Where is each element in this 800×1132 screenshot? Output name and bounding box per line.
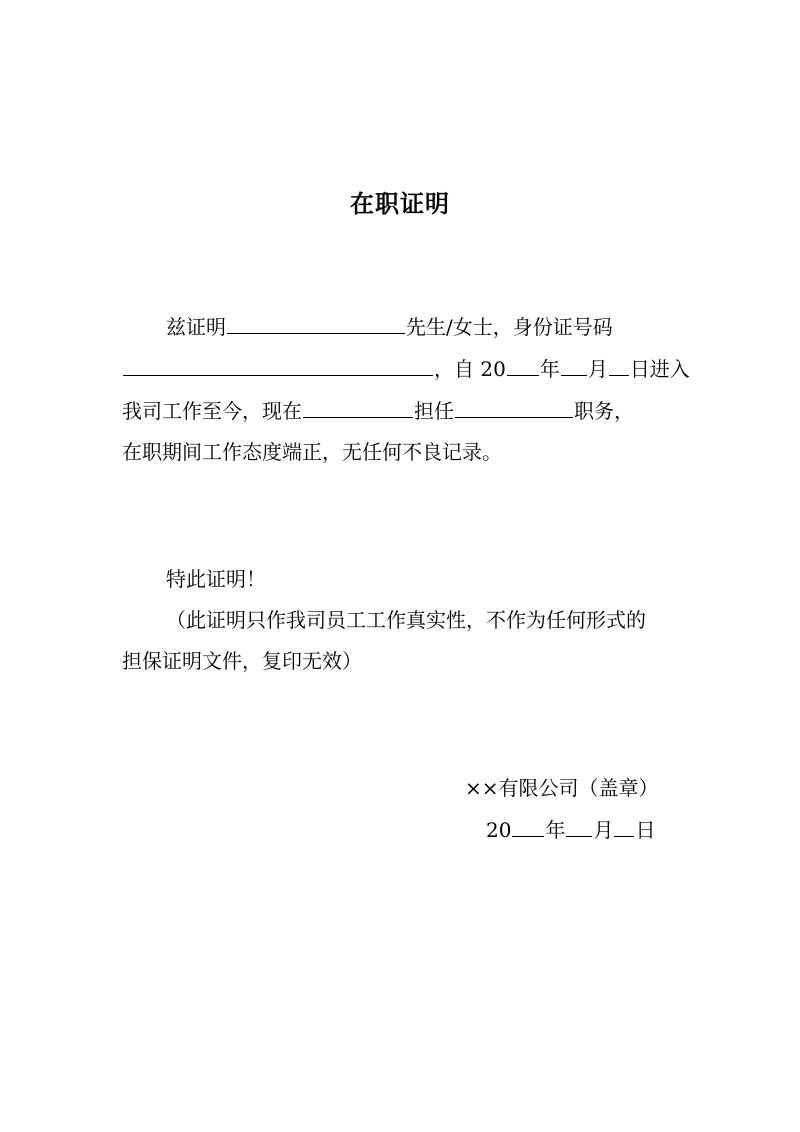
current-text: 我司工作至今，现在 bbox=[122, 399, 302, 423]
serve-text: 担任 bbox=[414, 399, 454, 423]
start-year-blank[interactable] bbox=[507, 355, 539, 376]
name-blank[interactable] bbox=[227, 313, 405, 334]
id-number-blank[interactable] bbox=[123, 355, 433, 376]
position-text: 职务， bbox=[574, 399, 634, 423]
month-label: 月 bbox=[587, 357, 608, 381]
sign-year-label: 年 bbox=[545, 818, 566, 842]
document-title: 在职证明 bbox=[350, 189, 450, 218]
start-month-blank[interactable] bbox=[561, 355, 587, 376]
position-blank[interactable] bbox=[455, 397, 573, 418]
start-day-blank[interactable] bbox=[609, 355, 629, 376]
declaration: 特此证明！ bbox=[166, 567, 266, 591]
note-line-1: （此证明只作我司员工工作真实性，不作为任何形式的 bbox=[166, 608, 646, 632]
body-line-3 bbox=[122, 396, 634, 426]
day-join-text: 日进入 bbox=[629, 357, 690, 381]
date-prefix: 20 bbox=[486, 818, 512, 842]
sign-month-blank[interactable] bbox=[566, 816, 592, 837]
sign-month-label: 月 bbox=[593, 818, 614, 842]
sign-day-label: 日 bbox=[635, 818, 656, 842]
sign-year-blank[interactable] bbox=[512, 816, 544, 837]
title-id-text: 先生/女士，身份证号码 bbox=[406, 315, 613, 339]
department-blank[interactable] bbox=[303, 397, 413, 418]
note-line-2: 担保证明文件，复印无效） bbox=[122, 649, 362, 673]
signature-date-line bbox=[486, 815, 655, 845]
certify-text: 兹证明 bbox=[166, 315, 226, 339]
body-line-1 bbox=[166, 312, 613, 342]
year-label: 年 bbox=[539, 357, 560, 381]
since-year-text: ，自 20 bbox=[434, 357, 506, 381]
body-line-2 bbox=[122, 354, 690, 384]
body-line-4: 在职期间工作态度端正，无任何不良记录。 bbox=[122, 440, 502, 464]
company-seal-line: ××有限公司（盖章） bbox=[465, 776, 659, 800]
sign-day-blank[interactable] bbox=[614, 816, 634, 837]
